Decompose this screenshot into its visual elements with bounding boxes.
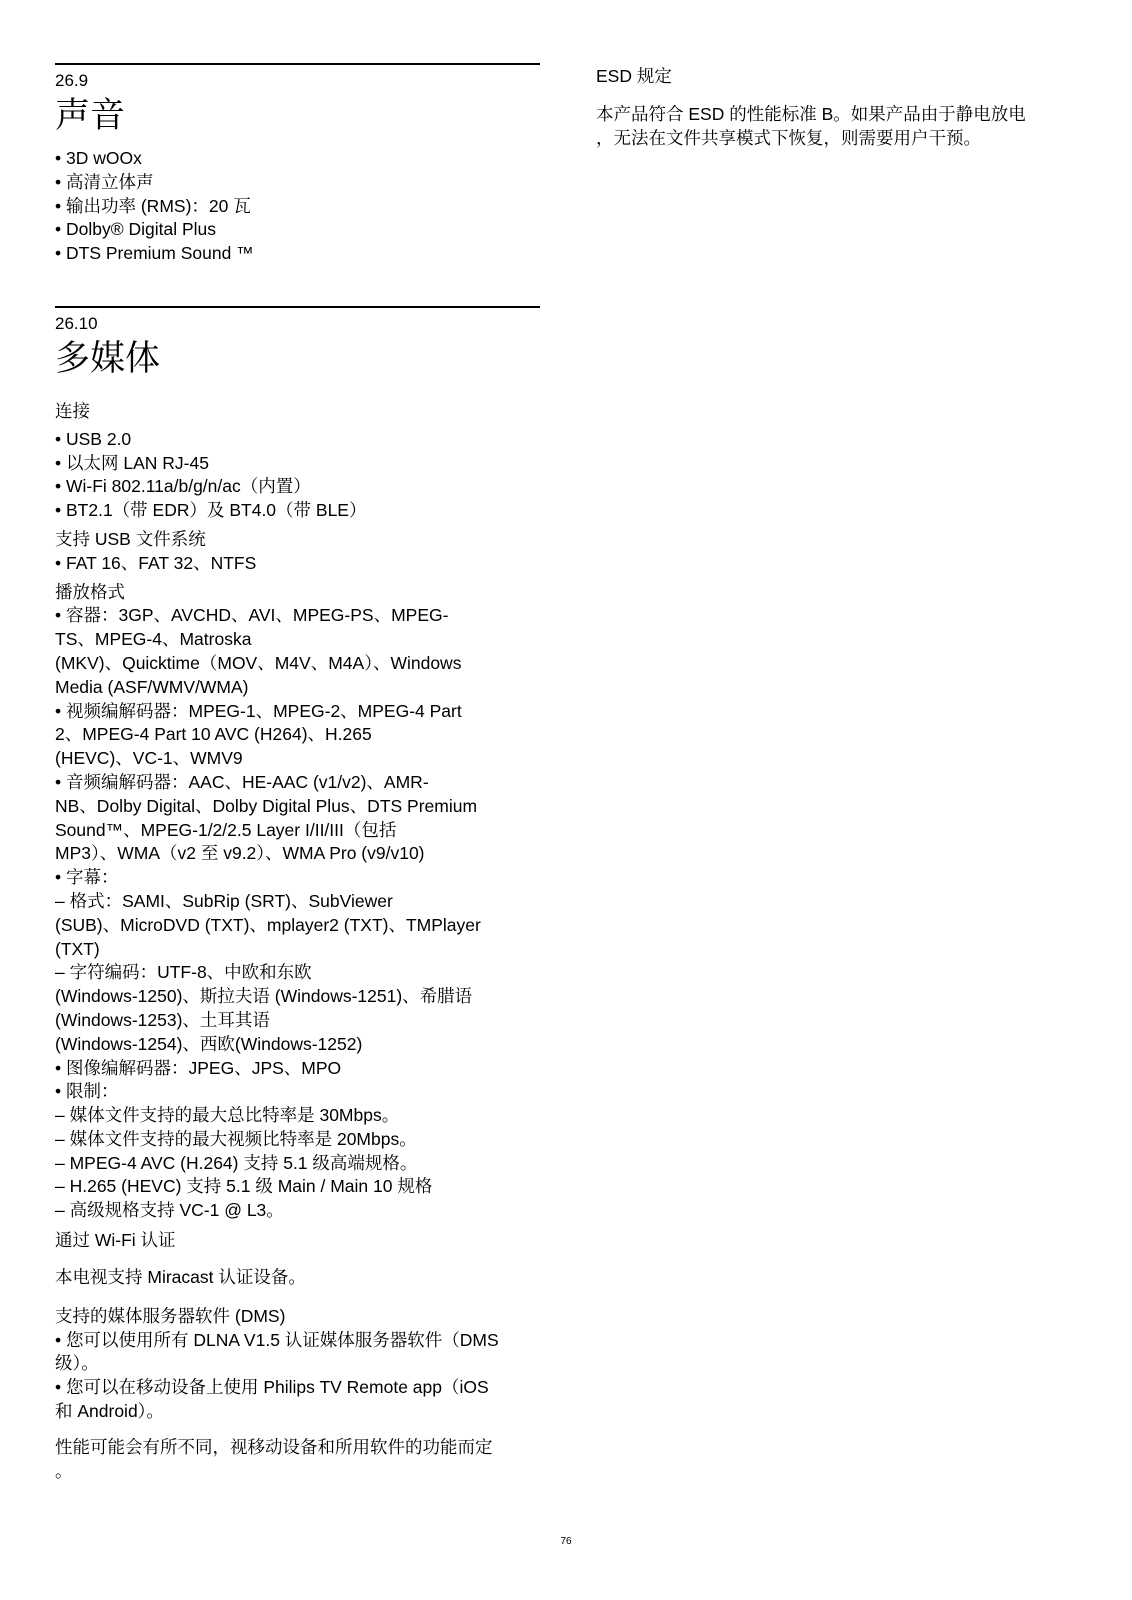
usb-filesystem-list (55, 552, 540, 576)
list-item: (SUB)、MicroDVD (TXT)、mplayer2 (TXT)、TMPlayer (55, 914, 481, 935)
list-item: • DTS Premium Sound ™ (55, 243, 254, 264)
list-item: • USB 2.0 (55, 428, 132, 449)
section-divider (55, 63, 540, 65)
sound-feature-list (55, 147, 540, 266)
list-item: Media (ASF/WMV/WMA) (55, 676, 249, 697)
list-item: – MPEG-4 AVC (H.264) 支持 5.1 级高端规格。 (55, 1152, 418, 1173)
wifi-certified-text: 本电视支持 Miracast 认证设备。 (55, 1266, 306, 1287)
list-item: • 容器：3GP、AVCHD、AVI、MPEG-PS、MPEG- (55, 605, 449, 626)
list-item: – H.265 (HEVC) 支持 5.1 级 Main / Main 10 规格 (55, 1176, 433, 1197)
paragraph-line: ，无法在文件共享模式下恢复，则需要用户干预。 (596, 127, 981, 148)
esd-text (596, 103, 1086, 151)
list-item: 2、MPEG-4 Part 10 AVC (H264)、H.265 (55, 724, 372, 745)
list-item: – 格式：SAMI、SubRip (SRT)、SubViewer (55, 890, 393, 911)
list-item: MP3）、WMA（v2 至 v9.2）、WMA Pro (v9/v10) (55, 843, 425, 864)
list-item: • BT2.1（带 EDR）及 BT4.0（带 BLE） (55, 500, 367, 521)
list-item: • Dolby® Digital Plus (55, 219, 217, 240)
list-item: • 限制： (55, 1081, 119, 1102)
playback-formats-list (55, 604, 540, 1223)
section-title-sound: 声音 (55, 96, 126, 135)
list-item: • 高清立体声 (55, 171, 154, 192)
dms-list (55, 1329, 540, 1424)
list-item: – 媒体文件支持的最大视频比特率是 20Mbps。 (55, 1128, 417, 1149)
performance-note (55, 1436, 540, 1484)
list-item: • 图像编解码器：JPEG、JPS、MPO (55, 1057, 342, 1078)
list-item: • 您可以使用所有 DLNA V1.5 认证媒体服务器软件（DMS (55, 1329, 499, 1350)
list-item: (MKV)、Quicktime（MOV、M4V、M4A）、Windows (55, 652, 462, 673)
connection-list (55, 428, 540, 523)
page-number: 76 (560, 1536, 572, 1547)
list-item: • 3D wOOx (55, 148, 142, 168)
list-item: • 输出功率 (RMS)：20 瓦 (55, 195, 251, 216)
section-title-multimedia: 多媒体 (55, 338, 161, 378)
list-item: • 字幕： (55, 867, 119, 888)
wifi-certified-heading: 通过 Wi-Fi 认证 (55, 1230, 176, 1251)
left-column (55, 63, 540, 1483)
paragraph-line: 本产品符合 ESD 的性能标准 B。如果产品由于静电放电 (596, 103, 1026, 124)
list-item: 和 Android）。 (55, 1401, 164, 1422)
list-item: TS、MPEG-4、Matroska (55, 629, 252, 650)
list-item: • 音频编解码器：AAC、HE-AAC (v1/v2)、AMR- (55, 771, 429, 792)
usb-filesystem-heading: 支持 USB 文件系统 (55, 528, 206, 549)
connection-heading: 连接 (55, 400, 90, 421)
list-item: • Wi-Fi 802.11a/b/g/n/ac（内置） (55, 476, 311, 497)
paragraph-line: 。 (55, 1460, 73, 1481)
list-item: (HEVC)、VC-1、WMV9 (55, 748, 243, 769)
esd-heading: ESD 规定 (596, 66, 672, 86)
list-item: • 视频编解码器：MPEG-1、MPEG-2、MPEG-4 Part (55, 700, 462, 721)
list-item: – 媒体文件支持的最大总比特率是 30Mbps。 (55, 1105, 400, 1126)
section-number-multimedia: 26.10 (55, 313, 98, 333)
list-item: (TXT) (55, 938, 100, 959)
list-item: • 您可以在移动设备上使用 Philips TV Remote app（iOS (55, 1377, 489, 1398)
dms-heading: 支持的媒体服务器软件 (DMS) (55, 1305, 286, 1326)
right-column (596, 65, 1086, 150)
list-item: – 高级规格支持 VC-1 @ L3。 (55, 1200, 284, 1221)
section-number-sound: 26.9 (55, 71, 89, 90)
paragraph-line: 性能可能会有所不同，视移动设备和所用软件的功能而定 (55, 1436, 493, 1457)
list-item: (Windows-1254)、西欧(Windows-1252) (55, 1033, 363, 1054)
section-divider (55, 306, 540, 308)
list-item: (Windows-1253)、土耳其语 (55, 1009, 270, 1030)
list-item: • 以太网 LAN RJ-45 (55, 452, 209, 473)
list-item: (Windows-1250)、斯拉夫语 (Windows-1251)、希腊语 (55, 986, 473, 1007)
list-item: – 字符编码：UTF-8、中欧和东欧 (55, 962, 312, 983)
list-item: NB、Dolby Digital、Dolby Digital Plus、DTS Premium (55, 795, 478, 816)
list-item: • FAT 16、FAT 32、NTFS (55, 552, 257, 573)
playback-formats-heading: 播放格式 (55, 581, 125, 602)
list-item: Sound™、MPEG-1/2/2.5 Layer I/II/III（包括 (55, 819, 397, 840)
list-item: 级）。 (55, 1353, 99, 1374)
